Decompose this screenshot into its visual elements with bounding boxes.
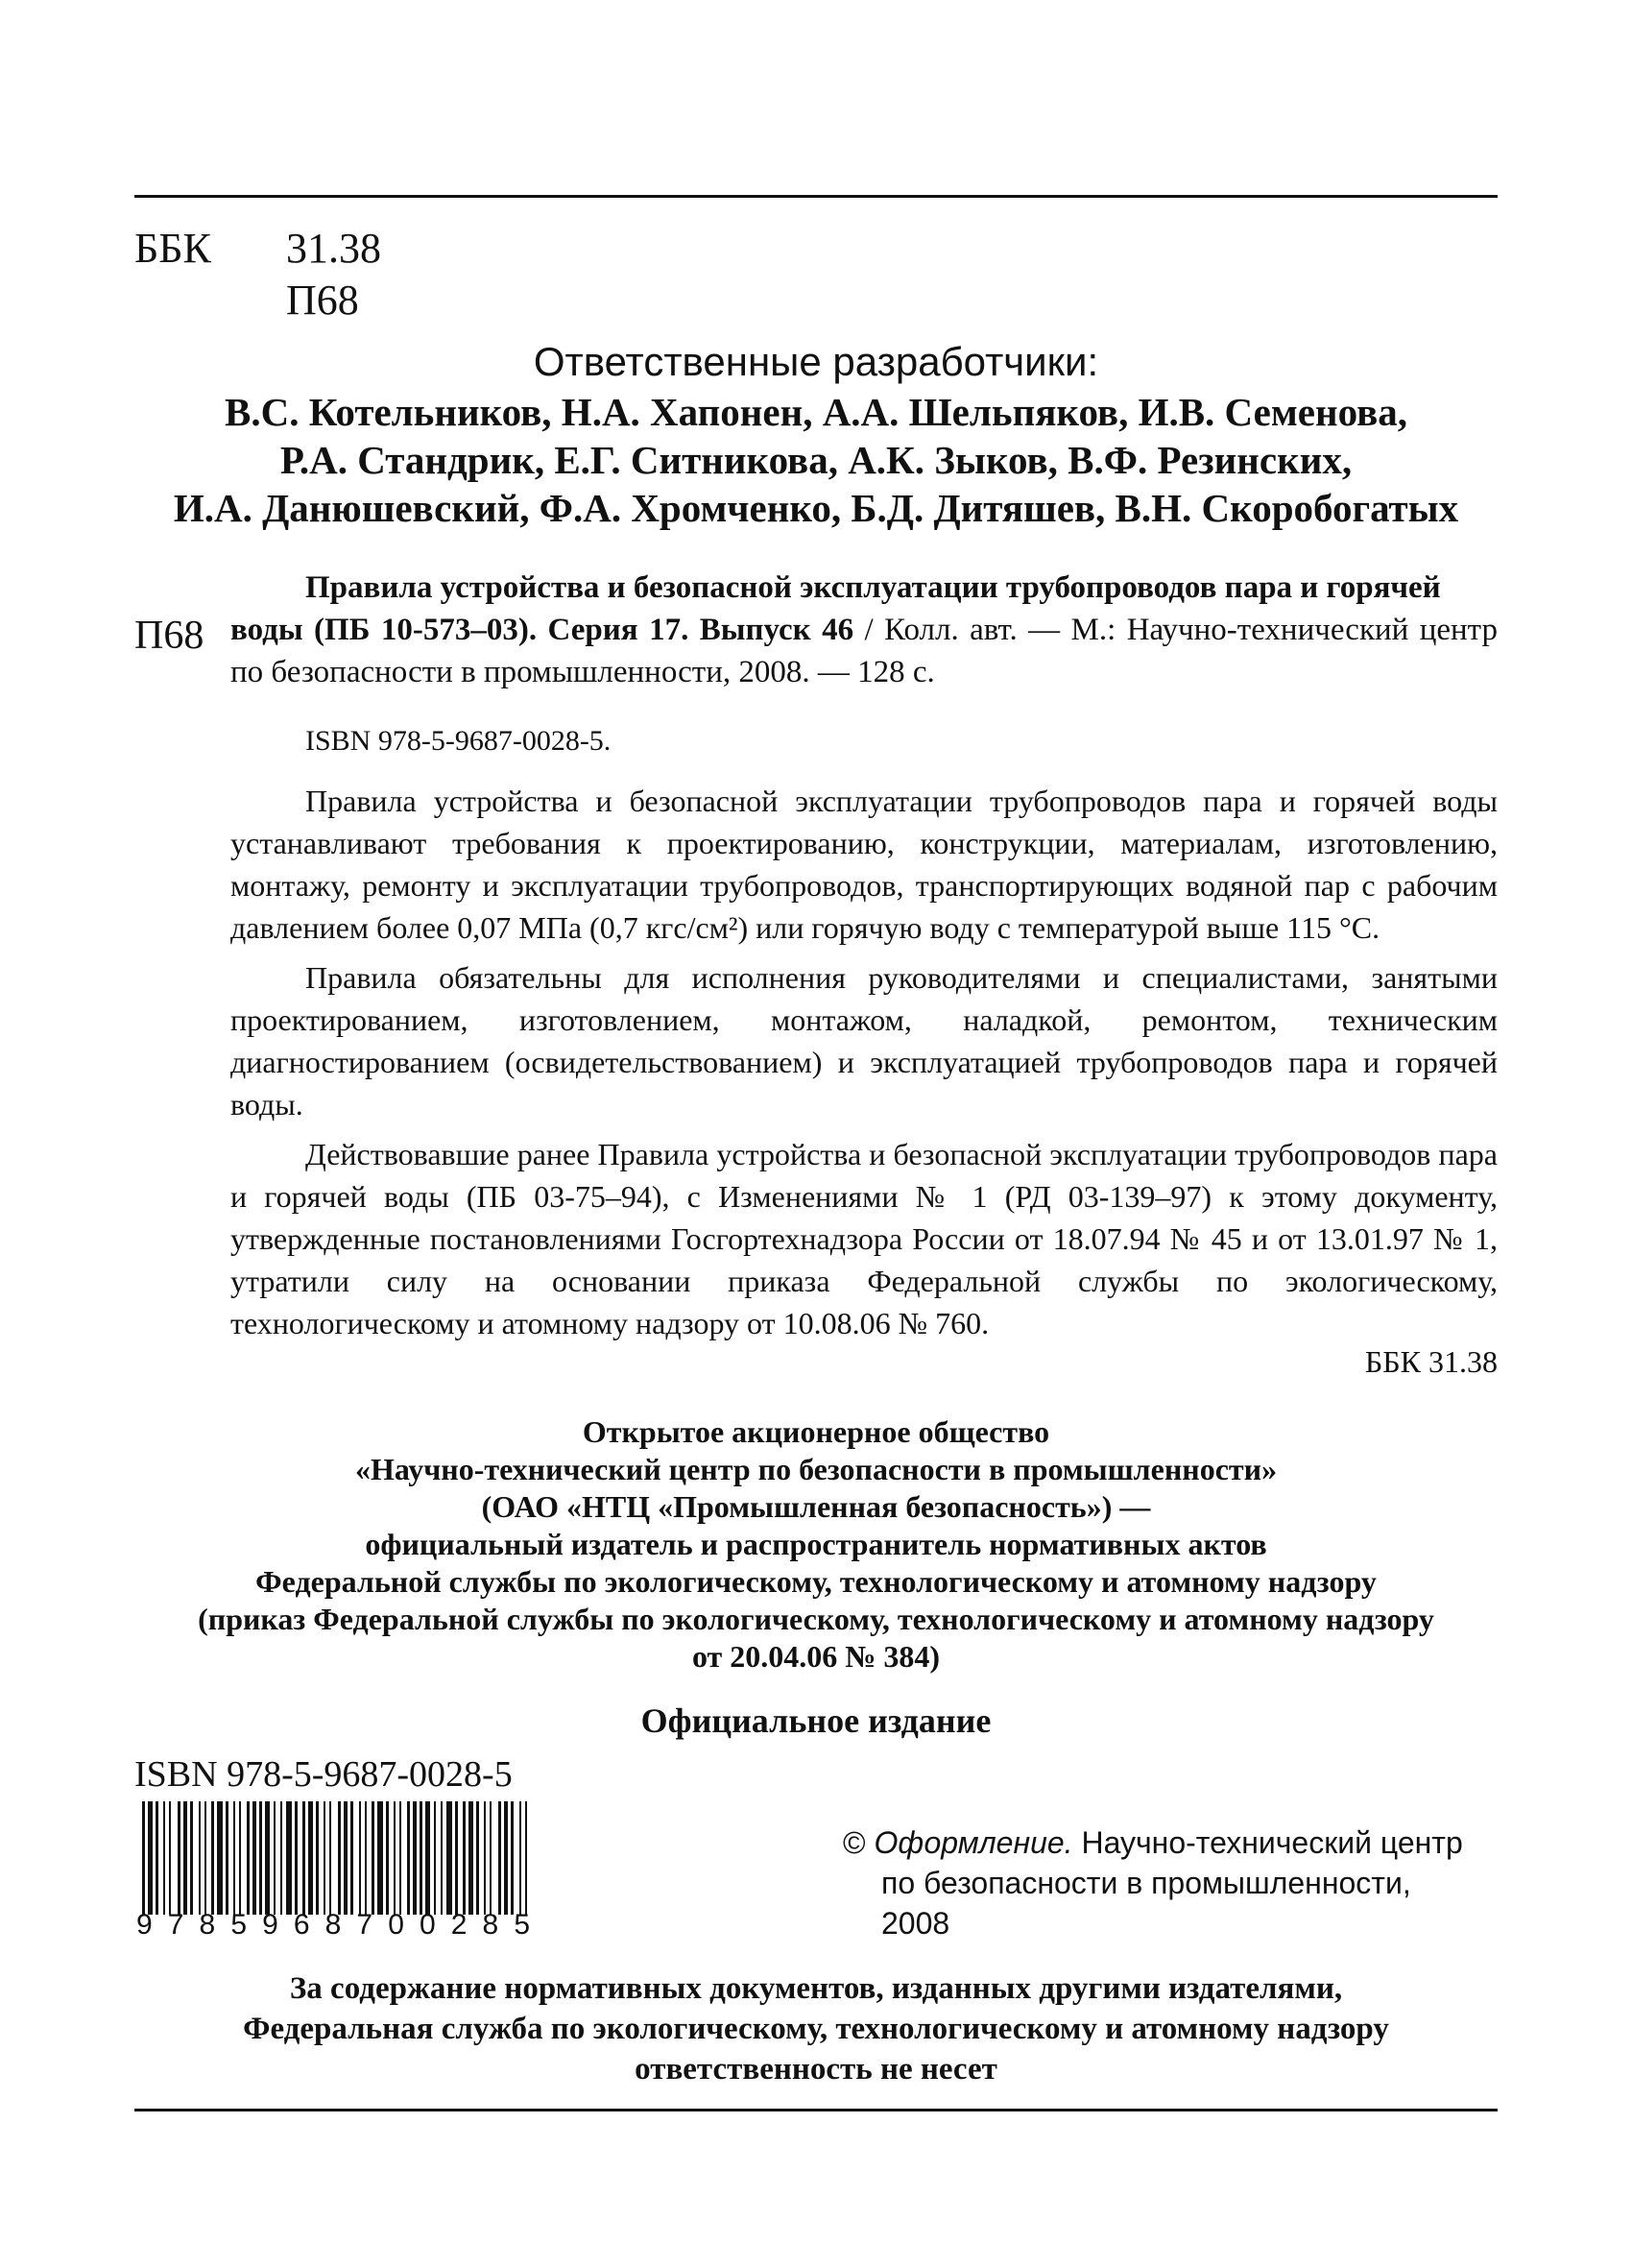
barcode-bar xyxy=(142,1801,145,1915)
publisher-line: официальный издатель и распространитель нормативных актов xyxy=(365,1527,1267,1561)
authors-line: И.А. Данюшевский, Ф.А. Хромченко, Б.Д. Дитяшев, В.Н. Скоробогатых xyxy=(173,486,1459,530)
disclaimer-line: За содержание нормативных документов, изданных другими издателями, xyxy=(289,1971,1343,2006)
copyright-italic: Оформление. xyxy=(874,1825,1073,1860)
barcode-bar xyxy=(407,1801,410,1915)
barcode-bar xyxy=(394,1801,396,1915)
publisher-block xyxy=(134,1413,1498,1676)
barcode-bar xyxy=(504,1801,508,1915)
barcode-bar xyxy=(399,1801,401,1915)
barcode-bar xyxy=(441,1801,443,1915)
barcode-bar xyxy=(148,1801,153,1915)
barcode-bar xyxy=(211,1801,214,1915)
barcode-bar xyxy=(386,1801,389,1915)
barcode-bar xyxy=(463,1801,466,1915)
barcode-bar xyxy=(344,1801,348,1915)
barcode-bar xyxy=(413,1801,417,1915)
authors-line: В.С. Котельников, Н.А. Хапонен, А.А. Шельпяков, И.В. Семенова, xyxy=(224,390,1407,434)
barcode-bar xyxy=(239,1801,241,1915)
barcode-bar xyxy=(511,1801,514,1915)
official-edition: Официальное издание xyxy=(640,1701,992,1740)
barcode-bar xyxy=(265,1801,270,1915)
barcode-bar xyxy=(169,1801,171,1915)
publisher-line: «Научно-технический центр по безопасности в промышленности» xyxy=(354,1452,1278,1486)
copyright-notice xyxy=(843,1822,1498,1943)
barcode-bar xyxy=(233,1801,235,1915)
authors-list xyxy=(134,388,1498,532)
barcode-bar xyxy=(338,1801,341,1915)
disclaimer-line: Федеральная служба по экологическому, технологическому и атомному надзору xyxy=(243,2012,1389,2046)
copyright-line3: 2008 xyxy=(881,1906,950,1941)
biblio-rest: / Колл. авт. — М.: Научно-технический центр по безопасности в промышленности, 2008. — 128 с. xyxy=(230,613,1498,689)
barcode-bar xyxy=(420,1801,422,1915)
barcode-bar xyxy=(455,1801,458,1915)
author-mark: П68 xyxy=(286,277,359,324)
barcode-bar xyxy=(359,1801,361,1915)
barcode-bar xyxy=(525,1801,527,1915)
barcode-bar xyxy=(247,1801,250,1915)
barcode-bar xyxy=(199,1801,201,1915)
barcode-digits: 9785968700285 xyxy=(136,1909,530,1936)
biblio-title-line1: Правила устройства и безопасной эксплуатации трубопроводов пара и горячей xyxy=(305,570,1441,605)
copyright-line2: по безопасности в промышленности, xyxy=(881,1866,1411,1900)
abstract-paragraph: Действовавшие ранее Правила устройства и безопасной эксплуатации трубопроводов пара и горячей воды (ПБ 03-75–94), с Изменениями № 1 (РД 03-139–97) к этому документу, утвержденные постановлениями Госгортехнадзора России от 18.07.94 № 45 и от 13.01.97 № 1, утратили силу на основании приказа Федеральной службы по экологическому, технологическому и атомному надзору от 10.08.06 № 760. xyxy=(230,1137,1498,1340)
barcode-bar xyxy=(350,1801,353,1915)
barcode-bar xyxy=(425,1801,430,1915)
barcode-bar xyxy=(204,1801,206,1915)
disclaimer xyxy=(134,1968,1498,2089)
authors-line: Р.А. Стандрик, Е.Г. Ситникова, А.К. Зыков, В.Ф. Резинских, xyxy=(279,438,1353,482)
barcode-bar xyxy=(316,1801,319,1915)
barcode-bar xyxy=(308,1801,313,1915)
barcode-bar xyxy=(372,1801,374,1915)
bbk-right: ББК 31.38 xyxy=(1364,1344,1498,1379)
barcode-bar xyxy=(434,1801,436,1915)
publisher-line: (ОАО «НТЦ «Промышленная безопасность») — xyxy=(481,1489,1151,1524)
barcode-bar xyxy=(377,1801,383,1915)
copyright-symbol: © xyxy=(843,1825,866,1860)
publisher-line: от 20.04.06 № 384) xyxy=(691,1639,941,1674)
barcode-bar xyxy=(183,1801,187,1915)
bbk-index xyxy=(134,223,381,326)
barcode-image xyxy=(134,1801,538,1936)
barcode-bar xyxy=(295,1801,298,1915)
barcode-bar xyxy=(259,1801,262,1915)
responsible-title: Ответственные разработчики: xyxy=(533,339,1099,384)
barcode-bar xyxy=(190,1801,193,1915)
barcode-bar xyxy=(280,1801,282,1915)
barcode-bar xyxy=(217,1801,223,1915)
barcode-bar xyxy=(324,1801,325,1915)
barcode-bar xyxy=(446,1801,452,1915)
bbk-label: ББК xyxy=(134,225,211,272)
barcode-bar xyxy=(286,1801,292,1915)
barcode-bar xyxy=(156,1801,158,1915)
bibliographic-record xyxy=(230,567,1498,693)
biblio-mark: П68 xyxy=(134,614,204,658)
barcode-bar xyxy=(519,1801,521,1915)
barcode-bar xyxy=(274,1801,276,1915)
barcode-bar xyxy=(329,1801,331,1915)
barcode-bar xyxy=(365,1801,367,1915)
barcode-bar xyxy=(252,1801,256,1915)
publisher-line: Открытое акционерное общество xyxy=(582,1414,1050,1449)
abstract xyxy=(230,780,1498,1352)
barcode-bar xyxy=(484,1801,486,1915)
top-rule xyxy=(134,195,1498,198)
isbn-barcode-label: ISBN 978-5-9687-0028-5 xyxy=(134,1754,513,1795)
barcode-bar xyxy=(178,1801,180,1915)
bbk-code: 31.38 xyxy=(286,225,381,272)
barcode-bar xyxy=(302,1801,305,1915)
abstract-paragraph: Правила устройства и безопасной эксплуатации трубопроводов пара и горячей воды устанавливают требования к проектированию, конструкции, материалам, изготовлению, монтажу, ремонту и эксплуатации трубопроводов, транспортирующих водяной пар с рабочим давлением более 0,07 МПа (0,7 кгс/см²) или горячую воду с температурой выше 115 °С. xyxy=(230,784,1498,945)
publisher-line: Федеральной службы по экологическому, технологическому и атомному надзору xyxy=(255,1564,1377,1599)
barcode-bar xyxy=(498,1801,501,1915)
disclaimer-line: ответственность не несет xyxy=(635,2052,997,2087)
isbn-record: ISBN 978-5-9687-0028-5. xyxy=(305,725,612,757)
barcode-bar xyxy=(226,1801,228,1915)
biblio-title-line2: воды (ПБ 10-573–03). Серия 17. Выпуск 46 xyxy=(230,613,854,647)
barcode-bar xyxy=(490,1801,492,1915)
barcode-bar xyxy=(163,1801,165,1915)
publisher-line: (приказ Федеральной службы по экологическому, технологическому и атомному надзору xyxy=(198,1602,1434,1636)
abstract-paragraph: Правила обязательны для исполнения руководителями и специалистами, занятыми проектированием, изготовлением, монтажом, наладкой, ремонтом, техническим диагностированием (освидетельствованием) и эксплуатацией трубопроводов пара и горячей воды. xyxy=(230,960,1498,1122)
bottom-rule xyxy=(134,2109,1498,2111)
barcode-bar xyxy=(476,1801,479,1915)
barcode-bar xyxy=(468,1801,473,1915)
copyright-line1: Научно-технический центр xyxy=(1072,1825,1463,1860)
